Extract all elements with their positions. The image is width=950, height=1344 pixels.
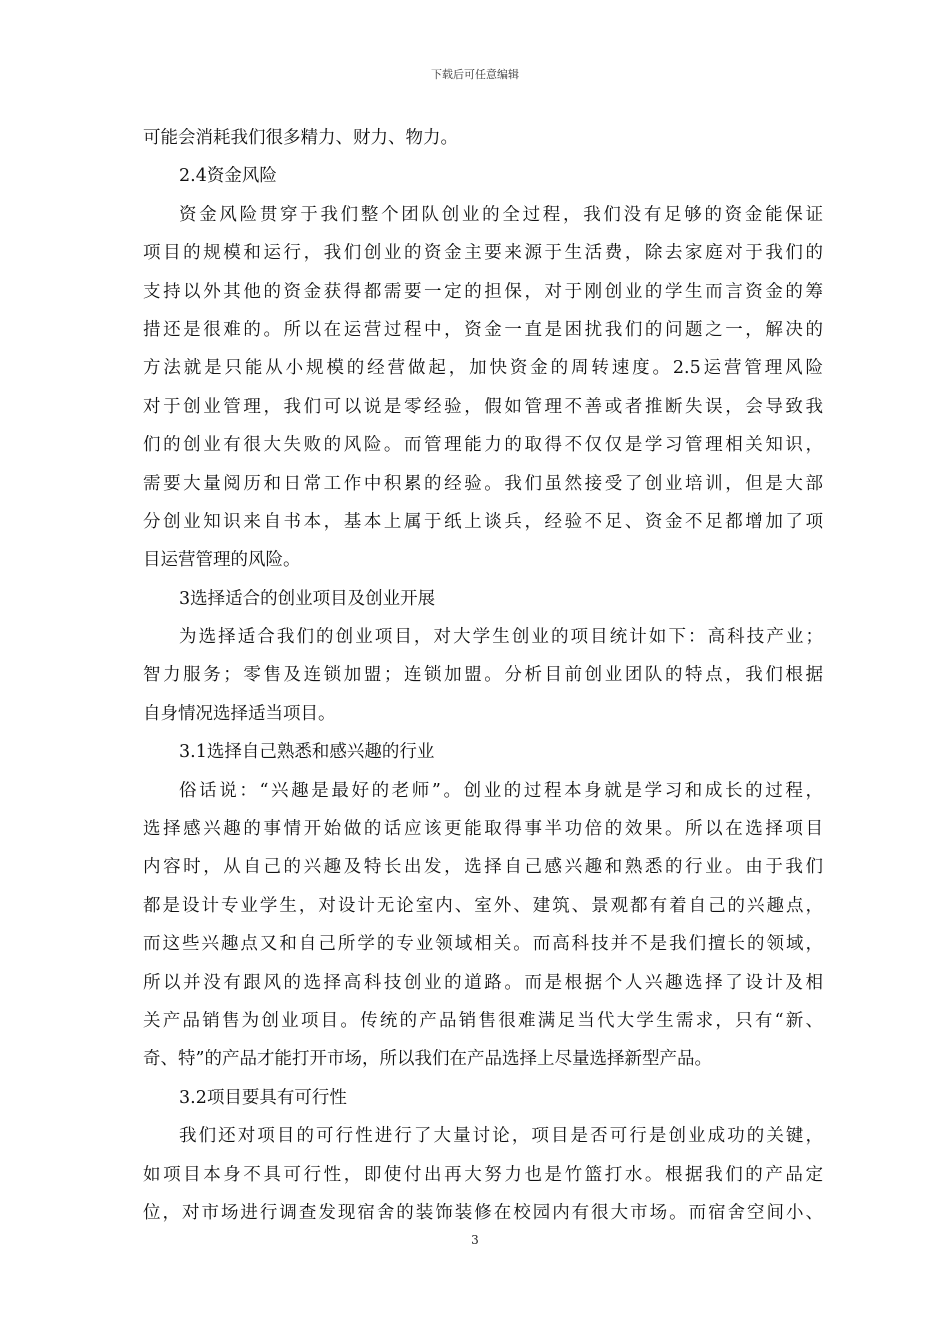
text-line: 项目的规模和运行，我们创业的资金主要来源于生活费，除去家庭对于我们的: [143, 243, 823, 264]
page-number: 3: [471, 1233, 479, 1247]
document-body: [143, 119, 823, 1232]
text-line: 可能会消耗我们很多精力、财力、物力。: [143, 128, 458, 148]
text-line: 支持以外其他的资金获得都需要一定的担保，对于刚创业的学生而言资金的筹: [143, 281, 823, 302]
page-header: 下载后可任意编辑: [431, 68, 519, 81]
text-line: 如项目本身不具可行性，即使付出再大努力也是竹篮打水。根据我们的产品定: [143, 1164, 823, 1185]
text-line: 需要大量阅历和日常工作中积累的经验。我们虽然接受了创业培训，但是大部: [143, 473, 823, 494]
text-line: 自身情况选择适当项目。: [143, 703, 336, 724]
text-line: 方法就是只能从小规模的经营做起，加快资金的周转速度。2.5运营管理风险: [143, 358, 823, 379]
text-line: 俗话说：“兴趣是最好的老师”。创业的过程本身就是学习和成长的过程，: [179, 780, 823, 801]
text-line: 2.4资金风险: [179, 166, 277, 187]
text-line: 3.2项目要具有可行性: [179, 1087, 347, 1108]
text-line: 目运营管理的风险。: [143, 550, 301, 571]
text-line: 为选择适合我们的创业项目，对大学生创业的项目统计如下：高科技产业；: [179, 627, 823, 648]
text-line: 3选择适合的创业项目及创业开展: [179, 588, 436, 609]
text-line: 分创业知识来自书本，基本上属于纸上谈兵，经验不足、资金不足都增加了项: [143, 511, 823, 532]
text-line: 们的创业有很大失败的风险。而管理能力的取得不仅仅是学习管理相关知识，: [143, 435, 823, 456]
text-line: 所以并没有跟风的选择高科技创业的道路。而是根据个人兴趣选择了设计及相: [143, 972, 823, 993]
text-line: 关产品销售为创业项目。传统的产品销售很难满足当代大学生需求，只有“新、: [143, 1010, 823, 1031]
text-line: 措还是很难的。所以在运营过程中，资金一直是困扰我们的问题之一，解决的: [143, 319, 823, 340]
text-line: 奇、特”的产品才能打开市场，所以我们在产品选择上尽量选择新型产品。: [143, 1049, 712, 1070]
text-line: 位，对市场进行调查发现宿舍的装饰装修在校园内有很大市场。而宿舍空间小、: [143, 1202, 823, 1223]
text-line: 3.1选择自己熟悉和感兴趣的行业: [179, 742, 435, 763]
text-line: 我们还对项目的可行性进行了大量讨论，项目是否可行是创业成功的关键，: [179, 1126, 823, 1147]
text-line: 内容时，从自己的兴趣及特长出发，选择自己感兴趣和熟悉的行业。由于我们: [143, 857, 823, 878]
text-line: 对于创业管理，我们可以说是零经验，假如管理不善或者推断失误，会导致我: [143, 396, 823, 417]
text-line: 资金风险贯穿于我们整个团队创业的全过程，我们没有足够的资金能保证: [179, 204, 823, 225]
text-line: 选择感兴趣的事情开始做的话应该更能取得事半功倍的效果。所以在选择项目: [143, 819, 823, 840]
text-line: 而这些兴趣点又和自己所学的专业领域相关。而高科技并不是我们擅长的领域，: [143, 934, 823, 955]
text-line: 都是设计专业学生，对设计无论室内、室外、建筑、景观都有着自己的兴趣点，: [143, 895, 823, 916]
text-line: 智力服务；零售及连锁加盟；连锁加盟。分析目前创业团队的特点，我们根据: [143, 665, 823, 686]
